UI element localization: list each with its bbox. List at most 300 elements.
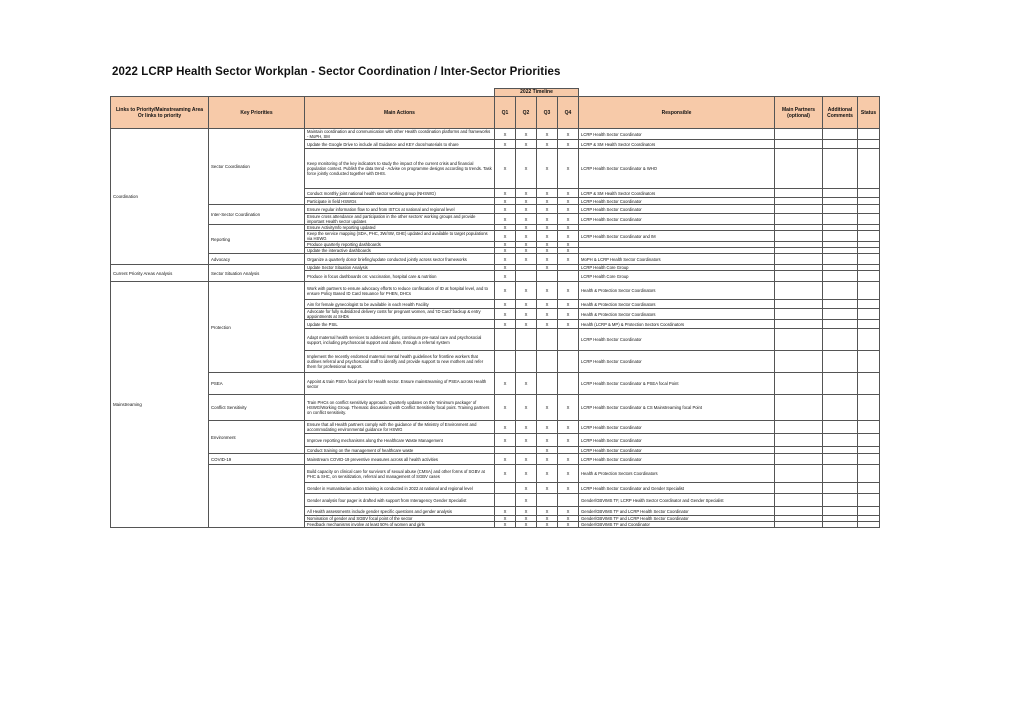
responsible-cell: Gender/GBVIMS TF and LCRP Health Sector Coordinator: [579, 516, 775, 522]
q4-cell: X: [558, 421, 579, 434]
responsible-cell: LCRP Health Sector Coordinator & CS Mainstreaming focal Point: [579, 395, 775, 421]
q2-cell: X: [516, 254, 537, 265]
timeline-header: 2022 Timeline: [495, 89, 579, 97]
q4-cell: X: [558, 242, 579, 248]
q3-cell: [537, 373, 558, 395]
partners-cell: [775, 494, 823, 507]
responsible-cell: Gender/GBVIMS TF and Coordinator: [579, 522, 775, 528]
responsible-cell: MoPH & LCRP Health Sector Coordinators: [579, 254, 775, 265]
main-action-cell: Appoint & train PSEA focal point for Health sector. Ensure mainstreaming of PSEA across Health sector: [305, 373, 495, 395]
table-row: [111, 282, 880, 300]
partners-cell: [775, 231, 823, 242]
responsible-cell: LCRP Health Sector Coordinator: [579, 421, 775, 434]
responsible-cell: LCRP Health Sector Coordinator and IM: [579, 231, 775, 242]
q1-cell: [495, 494, 516, 507]
q4-cell: X: [558, 320, 579, 329]
q1-cell: X: [495, 205, 516, 214]
q2-cell: X: [516, 205, 537, 214]
status-cell: [858, 214, 880, 225]
partners-cell: [775, 351, 823, 373]
q1-cell: X: [495, 507, 516, 516]
q4-cell: X: [558, 231, 579, 242]
comments-cell: [823, 282, 858, 300]
main-action-cell: Gender analysis four pager is drafted with support from Interagency Gender Specialist: [305, 494, 495, 507]
q1-cell: X: [495, 309, 516, 320]
key-priority-cell: Conflict Sensitivity: [209, 395, 305, 421]
status-cell: [858, 309, 880, 320]
q1-cell: X: [495, 214, 516, 225]
comments-cell: [823, 205, 858, 214]
q1-cell: [495, 447, 516, 454]
main-action-cell: All Health assessments include gender specific questions and gender analysis: [305, 507, 495, 516]
main-action-cell: Ensure regular information flow to and from ISTCs at national and regional level: [305, 205, 495, 214]
col-comments: Additional Comments: [823, 97, 858, 129]
q4-cell: X: [558, 140, 579, 149]
comments-cell: [823, 198, 858, 205]
comments-cell: [823, 214, 858, 225]
table-row: [111, 465, 880, 483]
partners-cell: [775, 454, 823, 465]
q3-cell: [537, 351, 558, 373]
main-action-cell: Advocate for fully subsidized delivery costs for pregnant women, and 'ID Card' backup & entry appointments at SHDs: [305, 309, 495, 320]
q1-cell: X: [495, 320, 516, 329]
q1-cell: X: [495, 395, 516, 421]
comments-cell: [823, 465, 858, 483]
responsible-cell: LCRP Health Sector Coordinator & PSEA focal Point: [579, 373, 775, 395]
partners-cell: [775, 205, 823, 214]
q3-cell: X: [537, 282, 558, 300]
comments-cell: [823, 309, 858, 320]
partners-cell: [775, 320, 823, 329]
responsible-cell: Health & Protection Sectors Coordinators: [579, 465, 775, 483]
q1-cell: X: [495, 271, 516, 282]
link-cell: Coordination: [111, 129, 209, 265]
key-priority-cell: [209, 465, 305, 528]
partners-cell: [775, 282, 823, 300]
partners-cell: [775, 300, 823, 309]
main-action-cell: Organize a quarterly donor briefing/update conducted jointly across sector frameworks: [305, 254, 495, 265]
q2-cell: X: [516, 421, 537, 434]
key-priority-cell: Protection: [209, 282, 305, 373]
q1-cell: X: [495, 242, 516, 248]
status-cell: [858, 351, 880, 373]
q4-cell: [558, 351, 579, 373]
partners-cell: [775, 198, 823, 205]
q3-cell: X: [537, 447, 558, 454]
main-action-cell: Improve reporting mechanisms along the Healthcare Waste Management: [305, 434, 495, 447]
q4-cell: X: [558, 395, 579, 421]
q4-cell: X: [558, 300, 579, 309]
q3-cell: X: [537, 231, 558, 242]
main-action-cell: Keep the service mapping (SDA, PHC, 3W/4W, GHE) updated and available to target populations via HSWG: [305, 231, 495, 242]
partners-cell: [775, 189, 823, 198]
q3-cell: X: [537, 421, 558, 434]
status-cell: [858, 447, 880, 454]
q1-cell: X: [495, 265, 516, 271]
q2-cell: X: [516, 214, 537, 225]
responsible-cell: Gender/GBVIMS TF and LCRP Health Sector Coordinator: [579, 507, 775, 516]
q3-cell: X: [537, 454, 558, 465]
partners-cell: [775, 507, 823, 516]
q2-cell: X: [516, 282, 537, 300]
q3-cell: X: [537, 189, 558, 198]
q4-cell: [558, 271, 579, 282]
status-cell: [858, 149, 880, 189]
q4-cell: X: [558, 454, 579, 465]
comments-cell: [823, 129, 858, 140]
q2-cell: X: [516, 507, 537, 516]
responsible-cell: LCRP & SM Health Sector Coordinators: [579, 189, 775, 198]
q4-cell: X: [558, 282, 579, 300]
key-priority-cell: Advocacy: [209, 254, 305, 265]
q1-cell: X: [495, 189, 516, 198]
link-cell: Current Priority Areas Analysis: [111, 265, 209, 282]
q4-cell: X: [558, 248, 579, 254]
col-key-priorities: Key Priorities: [209, 97, 305, 129]
table-row: [111, 129, 880, 140]
main-action-cell: Ensure cross attendance and participation in the other sectors' working groups and provide important Health sector updates: [305, 214, 495, 225]
main-action-cell: Aim for female gynecologist to be available in each Health Facility: [305, 300, 495, 309]
q4-cell: X: [558, 309, 579, 320]
q4-cell: [558, 373, 579, 395]
partners-cell: [775, 254, 823, 265]
q4-cell: X: [558, 516, 579, 522]
q1-cell: X: [495, 231, 516, 242]
header-row: [111, 97, 880, 129]
responsible-cell: LCRP Health Sector Coordinator: [579, 329, 775, 351]
partners-cell: [775, 522, 823, 528]
q3-cell: X: [537, 129, 558, 140]
timeline-row: [111, 89, 880, 97]
q2-cell: X: [516, 395, 537, 421]
q1-cell: X: [495, 522, 516, 528]
page-title: 2022 LCRP Health Sector Workplan - Sector Coordination / Inter-Sector Priorities: [112, 66, 561, 78]
workplan-table: [110, 88, 880, 528]
col-links: Links to Priority/Mainstreaming Area Or links to priority: [111, 97, 209, 129]
status-cell: [858, 320, 880, 329]
comments-cell: [823, 231, 858, 242]
table-row: [111, 454, 880, 465]
responsible-cell: LCRP Health Sector Coordinator: [579, 205, 775, 214]
comments-cell: [823, 373, 858, 395]
status-cell: [858, 205, 880, 214]
q2-cell: X: [516, 248, 537, 254]
q4-cell: X: [558, 434, 579, 447]
status-cell: [858, 483, 880, 494]
partners-cell: [775, 129, 823, 140]
key-priority-cell: Environment: [209, 421, 305, 454]
q3-cell: [537, 494, 558, 507]
q3-cell: X: [537, 395, 558, 421]
key-priority-cell: Inter-Sector Coordination: [209, 205, 305, 225]
main-action-cell: Produce quarterly reporting dashboards: [305, 242, 495, 248]
comments-cell: [823, 454, 858, 465]
q4-cell: X: [558, 189, 579, 198]
status-cell: [858, 198, 880, 205]
q2-cell: [516, 329, 537, 351]
q2-cell: X: [516, 465, 537, 483]
responsible-cell: Health & Protection Sector Coordinators: [579, 282, 775, 300]
responsible-cell: Health (LCRP & MP) & Protection Sectors Coordinators: [579, 320, 775, 329]
main-action-cell: Gender in Humanitarian action training is conducted in 2022 at national and regional level: [305, 483, 495, 494]
comments-cell: [823, 483, 858, 494]
comments-cell: [823, 271, 858, 282]
q3-cell: X: [537, 214, 558, 225]
q2-cell: X: [516, 320, 537, 329]
responsible-cell: Gender/GBVIMS TF, LCRP Health Sector Coordinator and Gender Specialist: [579, 494, 775, 507]
col-status: Status: [858, 97, 880, 129]
key-priority-cell: Sector Situation Analysis: [209, 265, 305, 282]
q1-cell: X: [495, 434, 516, 447]
status-cell: [858, 231, 880, 242]
q2-cell: X: [516, 309, 537, 320]
comments-cell: [823, 421, 858, 434]
responsible-cell: LCRP Health Sector Coordinator: [579, 351, 775, 373]
status-cell: [858, 421, 880, 434]
q1-cell: X: [495, 198, 516, 205]
status-cell: [858, 189, 880, 198]
main-action-cell: Nomination of gender and SGBV focal point of the sector: [305, 516, 495, 522]
main-action-cell: Feedback mechanisms involve at least 50% of women and girls: [305, 522, 495, 528]
comments-cell: [823, 140, 858, 149]
main-action-cell: Produce in focus dashboards on: vaccination, hospital care & nutrition: [305, 271, 495, 282]
q3-cell: X: [537, 483, 558, 494]
q2-cell: X: [516, 242, 537, 248]
q1-cell: X: [495, 149, 516, 189]
main-action-cell: Work with partners to ensure advocacy efforts to reduce confiscation of ID at hospital level, and to ensure Policy Based ID Card Issuance for PHEN, DHCs: [305, 282, 495, 300]
q1-cell: X: [495, 140, 516, 149]
partners-cell: [775, 373, 823, 395]
q2-cell: X: [516, 494, 537, 507]
q3-cell: X: [537, 320, 558, 329]
q2-cell: X: [516, 189, 537, 198]
main-action-cell: Conduct training on the management of healthcare waste: [305, 447, 495, 454]
status-cell: [858, 254, 880, 265]
q1-cell: X: [495, 300, 516, 309]
main-action-cell: Update the PSIL: [305, 320, 495, 329]
q3-cell: X: [537, 198, 558, 205]
q4-cell: X: [558, 205, 579, 214]
partners-cell: [775, 214, 823, 225]
q2-cell: [516, 447, 537, 454]
q1-cell: X: [495, 282, 516, 300]
status-cell: [858, 300, 880, 309]
q4-cell: X: [558, 254, 579, 265]
table-row: [111, 373, 880, 395]
q2-cell: X: [516, 373, 537, 395]
table-row: [111, 205, 880, 214]
q4-cell: [558, 329, 579, 351]
q3-cell: X: [537, 248, 558, 254]
comments-cell: [823, 434, 858, 447]
comments-cell: [823, 395, 858, 421]
partners-cell: [775, 309, 823, 320]
workplan-body: [111, 129, 880, 528]
responsible-cell: LCRP Health Sector Coordinator: [579, 447, 775, 454]
comments-cell: [823, 320, 858, 329]
status-cell: [858, 454, 880, 465]
status-cell: [858, 395, 880, 421]
q1-cell: X: [495, 248, 516, 254]
q2-cell: X: [516, 225, 537, 231]
partners-cell: [775, 465, 823, 483]
status-cell: [858, 140, 880, 149]
q2-cell: X: [516, 522, 537, 528]
comments-cell: [823, 522, 858, 528]
comments-cell: [823, 300, 858, 309]
q4-cell: X: [558, 225, 579, 231]
q3-cell: X: [537, 465, 558, 483]
q4-cell: X: [558, 507, 579, 516]
q2-cell: [516, 271, 537, 282]
q1-cell: [495, 329, 516, 351]
q3-cell: X: [537, 300, 558, 309]
main-action-cell: Implement the recently endorsed maternal mental health guidelines for frontline workers that outlines referral and psychosocial staff to identify and provide support to new mothers and refer them for professional support.: [305, 351, 495, 373]
q3-cell: [537, 329, 558, 351]
status-cell: [858, 465, 880, 483]
col-main-actions: Main Actions: [305, 97, 495, 129]
q3-cell: X: [537, 309, 558, 320]
status-cell: [858, 373, 880, 395]
col-q2: Q2: [516, 97, 537, 129]
col-q3: Q3: [537, 97, 558, 129]
col-responsible: Responsible: [579, 97, 775, 129]
partners-cell: [775, 140, 823, 149]
comments-cell: [823, 329, 858, 351]
q2-cell: X: [516, 300, 537, 309]
q3-cell: [537, 271, 558, 282]
q3-cell: X: [537, 265, 558, 271]
status-cell: [858, 329, 880, 351]
q1-cell: X: [495, 254, 516, 265]
responsible-cell: Health & Protection Sector Coordinators: [579, 309, 775, 320]
link-cell: Mainstreaming: [111, 282, 209, 528]
main-action-cell: Build capacity on clinical care for survivors of sexual abuse (CMSA) and other forms of SGBV at PHC & SHC, on sensitization, referral and management of SGBV cases: [305, 465, 495, 483]
q3-cell: X: [537, 254, 558, 265]
main-action-cell: Conduct monthly joint national health sector working group (NHSWG): [305, 189, 495, 198]
col-q1: Q1: [495, 97, 516, 129]
q4-cell: X: [558, 214, 579, 225]
q1-cell: X: [495, 454, 516, 465]
q2-cell: X: [516, 434, 537, 447]
status-cell: [858, 129, 880, 140]
q1-cell: X: [495, 465, 516, 483]
table-row: [111, 395, 880, 421]
q3-cell: X: [537, 507, 558, 516]
table-row: [111, 421, 880, 434]
q1-cell: [495, 483, 516, 494]
responsible-cell: LCRP Health Sector Coordinator: [579, 214, 775, 225]
table-row: [111, 254, 880, 265]
responsible-cell: LCRP Health Sector Coordinator and Gender Specialist: [579, 483, 775, 494]
responsible-cell: Health & Protection Sector Coordinators: [579, 300, 775, 309]
q2-cell: X: [516, 140, 537, 149]
q4-cell: X: [558, 198, 579, 205]
main-action-cell: Maintain coordination and communication with other Health coordination platforms and frameworks - MoPH, SM: [305, 129, 495, 140]
comments-cell: [823, 149, 858, 189]
status-cell: [858, 522, 880, 528]
key-priority-cell: PSEA: [209, 373, 305, 395]
responsible-cell: LCRP Health Sector Coordinator: [579, 198, 775, 205]
q4-cell: X: [558, 522, 579, 528]
q3-cell: X: [537, 225, 558, 231]
partners-cell: [775, 329, 823, 351]
partners-cell: [775, 447, 823, 454]
main-action-cell: Adapt maternal health services to adolescent girls, continuum pre-natal care and psychosocial support, including psychosocial support and abuse, through a referral system: [305, 329, 495, 351]
q4-cell: X: [558, 483, 579, 494]
responsible-cell: LCRP Health Core Group: [579, 265, 775, 271]
q1-cell: [495, 351, 516, 373]
responsible-cell: LCRP & SM Health Sector Coordinators: [579, 140, 775, 149]
col-q4: Q4: [558, 97, 579, 129]
partners-cell: [775, 271, 823, 282]
q3-cell: X: [537, 522, 558, 528]
key-priority-cell: COVID-19: [209, 454, 305, 465]
main-action-cell: Update the Google Drive to include all Guidance and KEY docs/materials to share: [305, 140, 495, 149]
comments-cell: [823, 494, 858, 507]
q2-cell: X: [516, 198, 537, 205]
status-cell: [858, 507, 880, 516]
responsible-cell: LCRP Health Sector Coordinator: [579, 454, 775, 465]
q2-cell: X: [516, 231, 537, 242]
q1-cell: X: [495, 129, 516, 140]
q4-cell: X: [558, 149, 579, 189]
responsible-cell: LCRP Health Sector Coordinator: [579, 129, 775, 140]
q3-cell: X: [537, 434, 558, 447]
key-priority-cell: Reporting: [209, 225, 305, 254]
q2-cell: [516, 351, 537, 373]
main-action-cell: Update Sector Situation Analysis: [305, 265, 495, 271]
q3-cell: X: [537, 140, 558, 149]
main-action-cell: Mainstream COVID-19 preventive measures across all health activities: [305, 454, 495, 465]
q3-cell: X: [537, 242, 558, 248]
comments-cell: [823, 351, 858, 373]
responsible-cell: LCRP Health Sector Coordinator & WHO: [579, 149, 775, 189]
partners-cell: [775, 483, 823, 494]
comments-cell: [823, 507, 858, 516]
q2-cell: X: [516, 516, 537, 522]
comments-cell: [823, 447, 858, 454]
q2-cell: X: [516, 129, 537, 140]
status-cell: [858, 494, 880, 507]
partners-cell: [775, 395, 823, 421]
main-action-cell: Keep monitoring of the key indicators to study the impact of the current crisis and financial population context. Publish the data trend - Advise on programme designs according to trends. Task force jointly conducted together with DHIS.: [305, 149, 495, 189]
q2-cell: X: [516, 483, 537, 494]
status-cell: [858, 434, 880, 447]
comments-cell: [823, 254, 858, 265]
responsible-cell: LCRP Health Core Group: [579, 271, 775, 282]
q1-cell: X: [495, 373, 516, 395]
responsible-cell: LCRP Health Sector Coordinator: [579, 434, 775, 447]
main-action-cell: Ensure ActivityInfo reporting updated: [305, 225, 495, 231]
main-action-cell: Ensure that all Health partners comply with the guidance of the Ministry of Environment and accommodating environmental guidance for HSWG: [305, 421, 495, 434]
status-cell: [858, 282, 880, 300]
q4-cell: X: [558, 465, 579, 483]
q3-cell: X: [537, 149, 558, 189]
q3-cell: X: [537, 516, 558, 522]
q1-cell: X: [495, 516, 516, 522]
partners-cell: [775, 421, 823, 434]
main-action-cell: Participate in field HSWGs: [305, 198, 495, 205]
q4-cell: [558, 494, 579, 507]
q3-cell: X: [537, 205, 558, 214]
main-action-cell: Train PHCs on conflict sensitivity approach. Quarterly updates on the 'minimum package' of HSWG/Working Group. Thematic discussions with Conflict Sensitivity focal point. Training partners on conflict sensitivity.: [305, 395, 495, 421]
partners-cell: [775, 434, 823, 447]
q1-cell: X: [495, 225, 516, 231]
col-partners: Main Partners (optional): [775, 97, 823, 129]
q2-cell: X: [516, 454, 537, 465]
main-action-cell: Update the interactive dashboards: [305, 248, 495, 254]
